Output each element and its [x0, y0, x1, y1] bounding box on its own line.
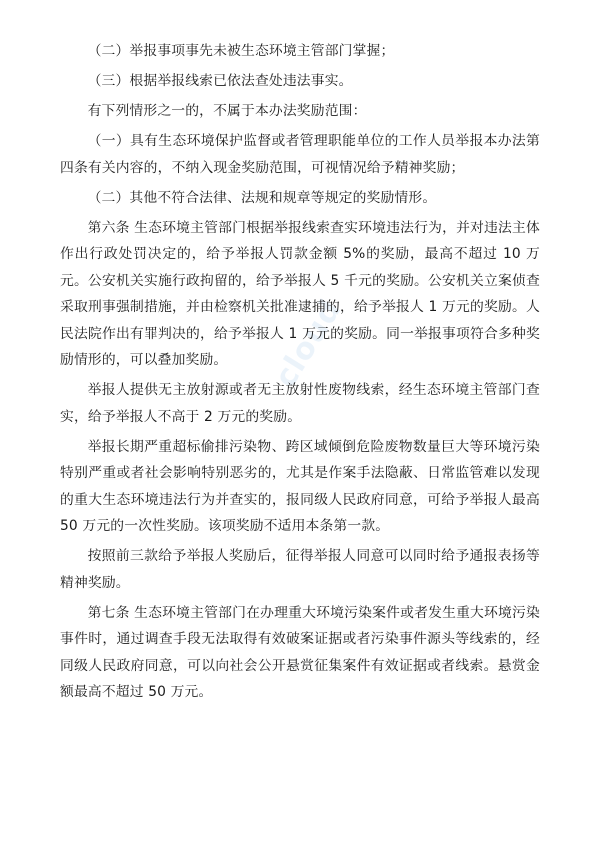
paragraph: 有下列情形之一的，不属于本办法奖励范围：	[87, 103, 367, 119]
paragraph: 举报长期严重超标偷排污染物、跨区域倾倒危险废物数量巨大等环境污染特别严重或者社会影响特别恶劣的，尤其是作案手法隐蔽、日常监管难以发现的重大生态环境违法行为并查实的，报同级人民政府同意，可给予举报人最高 50 万元的一次性奖励。该项奖励不适用本条第一款。	[60, 438, 540, 534]
paragraph: （二）其他不符合法律、法规和规章等规定的奖励情形。	[87, 189, 437, 206]
watermark: cloud	[268, 293, 349, 394]
paragraph: 第六条 生态环境主管部门根据举报线索查实环境违法行为，并对违法主体作出行政处罚决定的，给予举报人罚款金额 5%的奖励，最高不超过 10 万元。公安机关实施行政拘留的，给予举报人 5 千元的奖励。公安机关立案侦查采取刑事强制措施，并由检察机关批准逮捕的，给予举报人 1 万元的奖励。人民法院作出有罪判决的，给予举报人 1 万元的奖励。同一举报事项符合多种奖励情形的，可以叠加奖励。	[60, 219, 540, 368]
paragraph: （三）根据举报线索已依法查处违法事实。	[87, 73, 353, 89]
document-body	[60, 38, 540, 706]
paragraph: 第七条 生态环境主管部门在办理重大环境污染案件或者发生重大环境污染事件时，通过调查手段无法取得有效破案证据或者污染事件源头等线索的，经同级人民政府同意，可以向社会公开悬赏征集案件有效证据或者线索。悬赏金额最高不超过 50 万元。	[60, 604, 540, 700]
paragraph: 举报人提供无主放射源或者无主放射性废物线索，经生态环境主管部门查实，给予举报人不高于 2 万元的奖励。	[60, 382, 540, 425]
paragraph: （一）具有生态环境保护监督或者管理职能单位的工作人员举报本办法第四条有关内容的，不纳入现金奖励范围，可视情况给予精神奖励；	[60, 133, 540, 176]
paragraph: （二）举报事项事先未被生态环境主管部门掌握；	[87, 43, 395, 59]
paragraph: 按照前三款给予举报人奖励后，征得举报人同意可以同时给予通报表扬等精神奖励。	[60, 548, 540, 591]
